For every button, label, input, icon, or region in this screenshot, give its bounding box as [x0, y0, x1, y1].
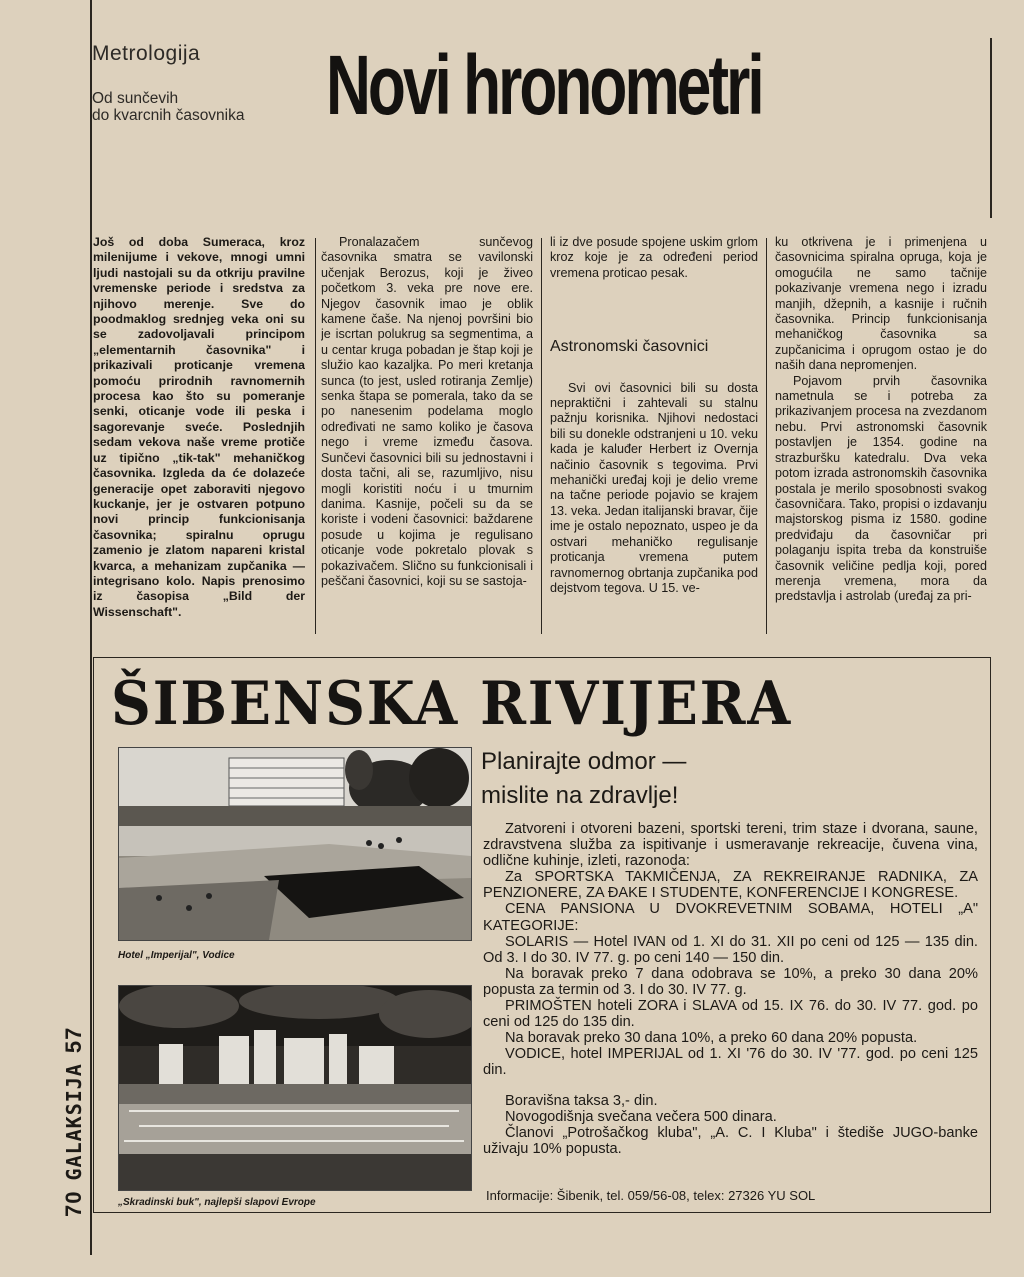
- article-col4-p2: Pojavom prvih časovnika nametnula se i potreba za prikazivanjem procesa na zvezdanom nebu. Prvi astronomski časovnik postavljen je 1354. godine na strazburšku katedralu. Dva veka potom izrada astronomskih časovnika postala je merilo sposobnosti svakog časovničara. Tako, propisi o izdavanju majstorskog pisma iz 1580. godine predviđaju da časovničar pri polaganju ispita treba da konstruiše časovnik veličine pedlja koji, pored merenja vremena, mora da predstavlja i astrolab (uređaj za pri-: [775, 373, 987, 604]
- article-col3-body: Svi ovi časovnici bili su dosta nepraktični i zahtevali su stalnu pažnju korisnika. Njihovi nedostaci bili su donekle odstranjeni u 10. veku kada je kaluđer Herbert iz Overnja načinio časovnik s tegovima. Prvi mehanički uređaj koji je delio vreme na tačne periode pojavio se krajem 13. veka. Jedan italijanski bravar, čije ime je ostalo nepoznato, uspeo je da ostvari mehaničko regulisanje proticanja vremena putem ravnomernog obrtanja zupčanika pod dejstvom tegova. U 15. ve-: [550, 380, 758, 595]
- ad-heading-line-2: mislite na zdravlje!: [481, 782, 679, 809]
- ad-paragraph-dinner: Novogodišnja svečana večera 500 dinara.: [505, 1108, 777, 1125]
- article-column-3: [550, 235, 758, 635]
- hotel-photo: [118, 747, 472, 941]
- article-lead-column: [93, 235, 305, 635]
- subtitle-line-2: do kvarcnih časovnika: [92, 107, 245, 124]
- magazine-brand: GALAKSIJA: [62, 1063, 86, 1181]
- ad-heading: [481, 745, 686, 813]
- hotel-pool-image: [119, 748, 471, 940]
- ad-paragraph-pricing-title: CENA PANSIONA U DVOKREVETNIM SOBAMA, HOTELI „A" KATEGORIJE:: [483, 901, 978, 934]
- side-label: [56, 1026, 86, 1220]
- column-rule-3: [766, 238, 767, 634]
- article-subtitle: [92, 90, 312, 124]
- left-margin-rule: [90, 0, 92, 1255]
- right-margin-rule: [990, 38, 992, 218]
- hotel-photo-caption: Hotel „Imperijal", Vodice: [118, 950, 235, 961]
- ad-paragraph-members: Članovi „Potrošačkog kluba", „A. C. I Kluba" i štediše JUGO-banke uživaju 10% popusta.: [483, 1124, 978, 1157]
- ad-paragraph-audience: Za SPORTSKA TAKMIČENJA, ZA REKREIRANJE RADNIKA, ZA PENZIONERE, ZA ĐAKE I STUDENTE, KONFERENCIJE I KONGRESE.: [483, 869, 978, 902]
- column-rule-1: [315, 238, 316, 634]
- ad-title: ŠIBENSKA RIVIJERA: [111, 669, 793, 739]
- subtitle-line-1: Od sunčevih: [92, 90, 179, 107]
- waterfall-photo-caption: „Skradinski buk", najlepši slapovi Evrope: [118, 1197, 316, 1208]
- page-number: 70: [61, 1190, 86, 1217]
- waterfall-image: [119, 986, 471, 1190]
- issue-number: 57: [61, 1026, 86, 1054]
- column-rule-2: [541, 238, 542, 634]
- ad-paragraph-solaris: SOLARIS — Hotel IVAN od 1. XI do 31. XII po ceni od 125 — 135 din. Od 3. I do 30. IV 77. g. po ceni 140 — 150 din.: [483, 933, 978, 966]
- article-col4-p1: ku otkrivena je i primenjena u časovnicima spiralna opruga, koja je omogućila ne samo tačnije pokazivanje vremena nego i izradu manjih, džepnih, a kasnije i ručnih časovnika. Princip funkcionisanja mehaničkog časovnika sa zupčanicima i oprugom ostao je do naših dana nepromenjen.: [775, 235, 987, 373]
- ad-paragraph-facilities: Zatvoreni i otvoreni bazeni, sportski tereni, trim staze i dvorana, saune, zdravstvena služba za ispitivanje i usmeravanje rekreacije, čuvena vina, odlične kuhinje, izleti, razonoda:: [483, 821, 978, 870]
- ad-paragraph-solaris-discount: Na boravak preko 7 dana odobrava se 10%, a preko 30 dana 20% popusta za termin od 3. I do 30. IV 77. g.: [483, 965, 978, 998]
- ad-contact-info: Informacije: Šibenik, tel. 059/56-08, telex: 27326 YU SOL: [486, 1188, 816, 1203]
- ad-body: [483, 821, 978, 1157]
- article-column-4: [775, 235, 987, 635]
- ad-paragraph-vodice: VODICE, hotel IMPERIJAL od 1. XI '76 do 30. IV '77. god. po ceni 125 din.: [483, 1046, 978, 1079]
- headline: Novi hronometri: [326, 38, 762, 132]
- ad-paragraph-primosten-discount: Na boravak preko 30 dana 10%, a preko 60 dana 20% popusta.: [505, 1030, 918, 1047]
- ad-paragraph-primosten: PRIMOŠTEN hoteli ZORA i SLAVA od 15. IX 76. do 30. IV 77. god. po ceni od 125 do 135 din.: [483, 998, 978, 1031]
- ad-paragraph-tax: Boravišna taksa 3,- din.: [505, 1092, 658, 1109]
- article-col2-text: Pronalazačem sunčevog časovnika smatra se vavilonski učenjak Berozus, koji je živeo početkom 3. veka pre nove ere. Njegov časovnik imao je oblik kamene čaše. Na njenoj površini bio je iscrtan polukrug sa segmentima, a u centar kruga pobadan je štap koji je služio kao kazaljka. Po meri kretanja sunca (to jest, usled rotiranja Zemlje) senka štapa se pomerala, tako da se po nanesenim podelama moglo određivati ne samo koliko je časova nego i vreme između časova. Sunčevi časovnici bili su jednostavni i dosta tačni, ali se, razumljivo, nisu mogli koristiti noću i u tmurnim danima. Kasnije, počeli su da se koriste i vodeni časovnici: baždarene posude u kojima je regulisano oticanje vode pokretalo plovak s pokazivačem. Slično su funkcionisali i peščani časovnici, koji su se sastoja-: [321, 235, 533, 588]
- article-subheading: Astronomski časovnici: [550, 338, 709, 356]
- waterfall-photo: [118, 985, 472, 1191]
- article-lead: Još od doba Sumeraca, kroz milenijume i vekove, mnogi umni ljudi nastojali su da otkriju pravilne vremenske periode i sredstva za njihovo merenje. Sve do poodmaklog srednjeg veka oni su se zadovoljavali principom „elementarnih časovnika" i prikazivali proticanje vremena pomoću prirodnih ravnomernih procesa kao što su pomeranje senki, oticanje vode ili peska i sagorevanje sveće. Poslednjih sedam vekova naše vreme protiče uz tipično „tik-tak" mehaničkog časovnika. Izgleda da će dolazeće generacije opet zaboraviti njegovo kuckanje, jer je ostvaren potpuno novi princip funkcionisanja časovnika; spiralnu oprugu zamenio je zlatom napareni kristal kvarca, a mehanizam zupčanika — integrisano kolo. Napis prenosimo iz časopisa „Bild der Wissenschaft".: [93, 235, 305, 619]
- ad-heading-line-1: Planirajte odmor —: [481, 748, 687, 775]
- article-col3-top: li iz dve posude spojene uskim grlom kroz koje je za određeni period vremena proticao pesak.: [550, 235, 758, 280]
- article-column-2: [321, 235, 533, 635]
- advertisement: [93, 657, 991, 1233]
- section-title: Metrologija: [92, 42, 201, 65]
